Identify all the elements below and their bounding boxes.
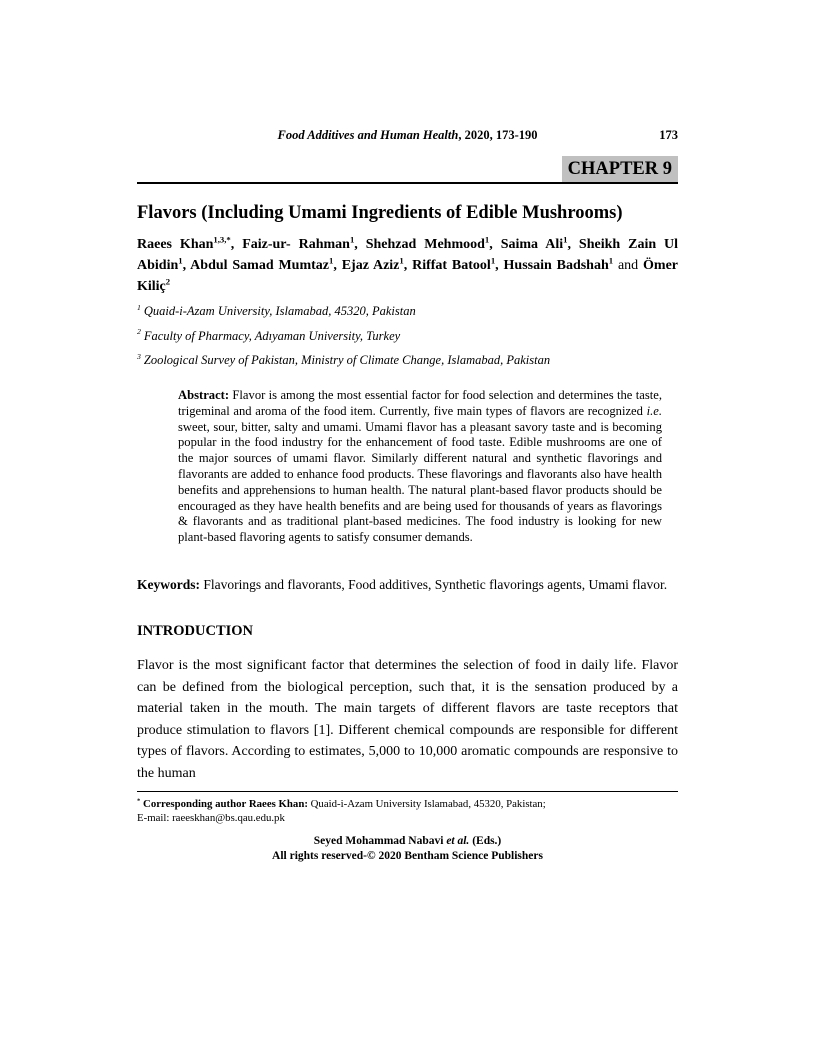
page-number: 173 bbox=[659, 128, 678, 142]
chapter-rule-row bbox=[137, 156, 678, 184]
affiliation-3 bbox=[137, 352, 678, 368]
abstract: Abstract: Flavor is among the most essential factor for food selection and determines the taste, trigeminal and aroma of the food item. Currently, five main types of flavors are recognized i.e. sweet, sour, bitter, salty and umami. Umami flavor has a pleasant savory taste and is becoming popular in the food industry for the enhancement of food taste. Edible mushrooms are one of the major sources of umami flavor. Similarly different natural and synthetic flavorings and flavorants are added to enhance food products. These flavorings and flavorants also have health benefits and apprehensions to human health. The natural plant-based flavor products should be encouraged as they have health benefits and are being used for thousands of years as flavorings & flavorants and as traditional plant-based medicines. The food industry is looking for new plant-based flavoring agents to satisfy consumer demands. bbox=[178, 388, 662, 545]
editors-line: Seyed Mohammad Nabavi et al. (Eds.) bbox=[313, 835, 502, 848]
affiliation-2-marker: 2 bbox=[137, 327, 141, 337]
affiliations bbox=[137, 303, 678, 368]
affiliation-1-text: Quaid-i-Azam University, Islamabad, 45320, Pakistan bbox=[143, 304, 416, 319]
citation-rest: , 2020, 173-190 bbox=[458, 128, 538, 142]
affiliation-1-marker: 1 bbox=[137, 302, 141, 312]
affiliation-2-text: Faculty of Pharmacy, Adıyaman University, Turkey bbox=[143, 328, 401, 343]
email-line: E-mail: raeeskhan@bs.qau.edu.pk bbox=[137, 812, 285, 825]
introduction-paragraph: Flavor is the most significant factor that determines the selection of food in daily life. Flavor can be defined from the biological perception, such that, it is the sensation produced by a material taken in the mouth. The main targets of different flavors are taste receptors that produce stimulation to flavors [1]. Different chemical compounds are responsible for different types of flavors. According to estimates, 5,000 to 10,000 aromatic compounds are responsive to the human bbox=[137, 658, 678, 781]
corresponding-author-note: * Corresponding author Raees Khan: Quaid-i-Azam University Islamabad, 45320, Pakistan; bbox=[137, 797, 546, 811]
footnote-rule bbox=[137, 791, 678, 792]
journal-name: Food Additives and Human Health bbox=[277, 128, 459, 142]
running-head bbox=[137, 128, 678, 144]
authors-line: Raees Khan$^{1,3,*}$, Faiz-ur- Rahman$^1$, Shehzad Mehmood$^1$, Saima Ali$^1$, Sheikh Zain Ul Abidin$^1$, Abdul Samad Mumtaz$^1$, Ejaz Aziz$^1$, Riffat Batool$^1$, Hussain Badshah$^1$ and Ömer Kiliç$^2$ bbox=[137, 234, 679, 295]
footnote bbox=[137, 797, 678, 825]
chapter-badge: CHAPTER 9 bbox=[562, 156, 678, 182]
keywords-line: Keywords: Flavorings and flavorants, Food additives, Synthetic flavorings agents, Umami flavor. bbox=[137, 577, 668, 593]
introduction-heading: INTRODUCTION bbox=[137, 623, 254, 640]
affiliation-2 bbox=[137, 328, 678, 344]
chapter-title: Flavors (Including Umami Ingredients of Edible Mushrooms) bbox=[137, 203, 623, 224]
page-content bbox=[137, 0, 678, 863]
copyright-line: All rights reserved-© 2020 Bentham Science Publishers bbox=[272, 849, 543, 862]
imprint bbox=[137, 834, 678, 863]
affiliation-3-marker: 3 bbox=[137, 351, 141, 361]
affiliation-3-text: Zoological Survey of Pakistan, Ministry of Climate Change, Islamabad, Pakistan bbox=[143, 353, 551, 368]
journal-citation bbox=[278, 128, 538, 142]
affiliation-1 bbox=[137, 303, 678, 319]
